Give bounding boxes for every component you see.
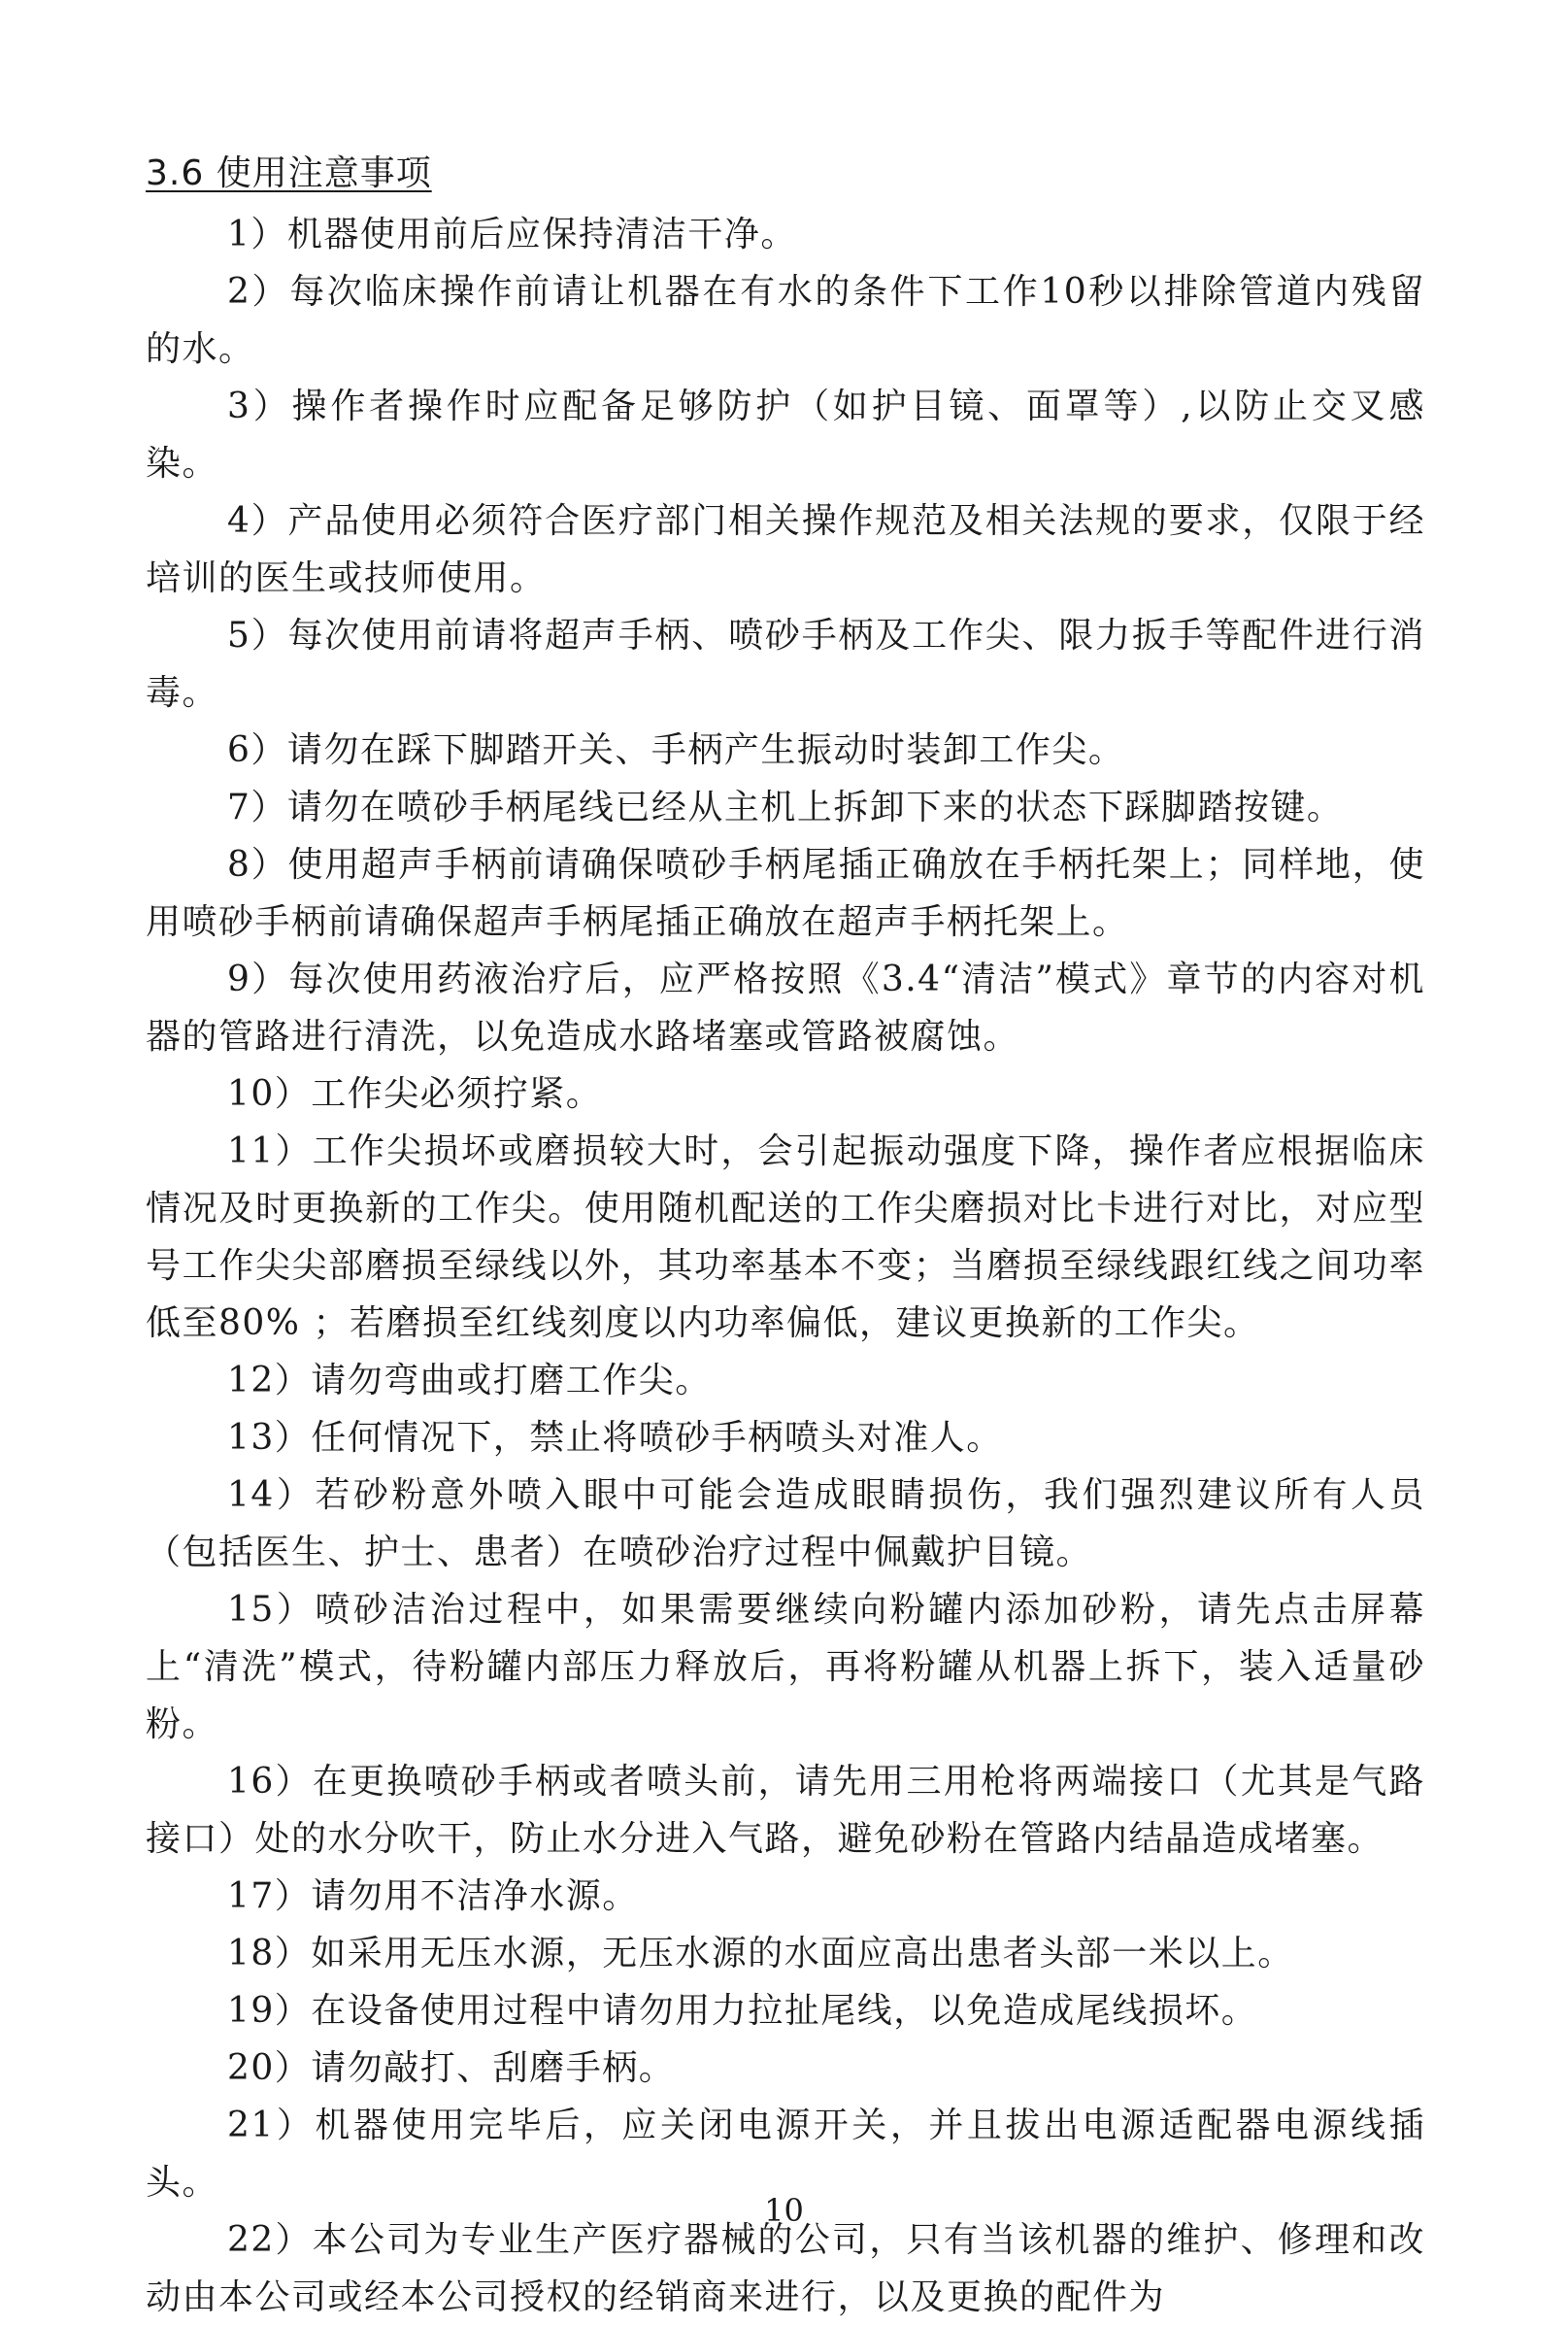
list-item: 20）请勿敲打、刮磨手柄。 xyxy=(227,2048,676,2088)
list-item: 14）若砂粉意外喷入眼中可能会造成眼睛损伤，我们强烈建议所有人员（包括医生、护士、患者）在喷砂治疗过程中佩戴护目镜。 xyxy=(146,1475,1425,1572)
precautions-list xyxy=(146,206,1425,2326)
list-item: 19）在设备使用过程中请勿用力拉扯尾线，以免造成尾线损坏。 xyxy=(227,1991,1258,2031)
list-item: 22）本公司为专业生产医疗器械的公司，只有当该机器的维护、修理和改动由本公司或经本公司授权的经销商来进行，以及更换的配件为 xyxy=(146,2220,1425,2317)
section-title: 3.6 使用注意事项 xyxy=(146,153,432,193)
list-item: 16）在更换喷砂手柄或者喷头前，请先用三用枪将两端接口（尤其是气路接口）处的水分吹干，防止水分进入气路，避免砂粉在管路内结晶造成堵塞。 xyxy=(146,1762,1425,1859)
list-item: 12）请勿弯曲或打磨工作尖。 xyxy=(227,1361,712,1400)
list-item: 3）操作者操作时应配备足够防护（如护目镜、面罩等）,以防止交叉感染。 xyxy=(146,387,1425,484)
list-item: 6）请勿在踩下脚踏开关、手柄产生振动时装卸工作尖。 xyxy=(227,730,1125,770)
list-item: 18）如采用无压水源，无压水源的水面应高出患者头部一米以上。 xyxy=(227,1934,1294,1973)
list-item: 11）工作尖损坏或磨损较大时，会引起振动强度下降，操作者应根据临床情况及时更换新的工作尖。使用随机配送的工作尖磨损对比卡进行对比，对应型号工作尖尖部磨损至绿线以外，其功率基本不变；当磨损至绿线跟红线之间功率低至80% ；若磨损至红线刻度以内功率偏低，建议更换新的工作尖。 xyxy=(146,1131,1425,1343)
page-content xyxy=(146,146,1425,2326)
list-item: 1）机器使用前后应保持清洁干净。 xyxy=(227,215,797,254)
list-item: 17）请勿用不洁净水源。 xyxy=(227,1876,639,1916)
list-item: 13）任何情况下，禁止将喷砂手柄喷头对准人。 xyxy=(227,1418,1003,1458)
list-item: 5）每次使用前请将超声手柄、喷砂手柄及工作尖、限力扳手等配件进行消毒。 xyxy=(146,616,1425,713)
list-item: 10）工作尖必须拧紧。 xyxy=(227,1074,603,1114)
list-item: 4）产品使用必须符合医疗部门相关操作规范及相关法规的要求，仅限于经培训的医生或技师使用。 xyxy=(146,501,1425,598)
list-item: 8）使用超声手柄前请确保喷砂手柄尾插正确放在手柄托架上；同样地，使用喷砂手柄前请确保超声手柄尾插正确放在超声手柄托架上。 xyxy=(146,845,1425,942)
page-number: 10 xyxy=(764,2192,804,2229)
list-item: 7）请勿在喷砂手柄尾线已经从主机上拆卸下来的状态下踩脚踏按键。 xyxy=(227,788,1344,827)
list-item: 2）每次临床操作前请让机器在有水的条件下工作10秒以排除管道内残留的水。 xyxy=(146,272,1425,369)
list-item: 9）每次使用药液治疗后，应严格按照《3.4“清洁”模式》章节的内容对机器的管路进行清洗，以免造成水路堵塞或管路被腐蚀。 xyxy=(146,960,1425,1057)
list-item: 21）机器使用完毕后，应关闭电源开关，并且拔出电源适配器电源线插头。 xyxy=(146,2106,1425,2203)
list-item: 15）喷砂洁治过程中，如果需要继续向粉罐内添加砂粉，请先点击屏幕上“清洗”模式，待粉罐内部压力释放后，再将粉罐从机器上拆下，装入适量砂粉。 xyxy=(146,1590,1425,1744)
